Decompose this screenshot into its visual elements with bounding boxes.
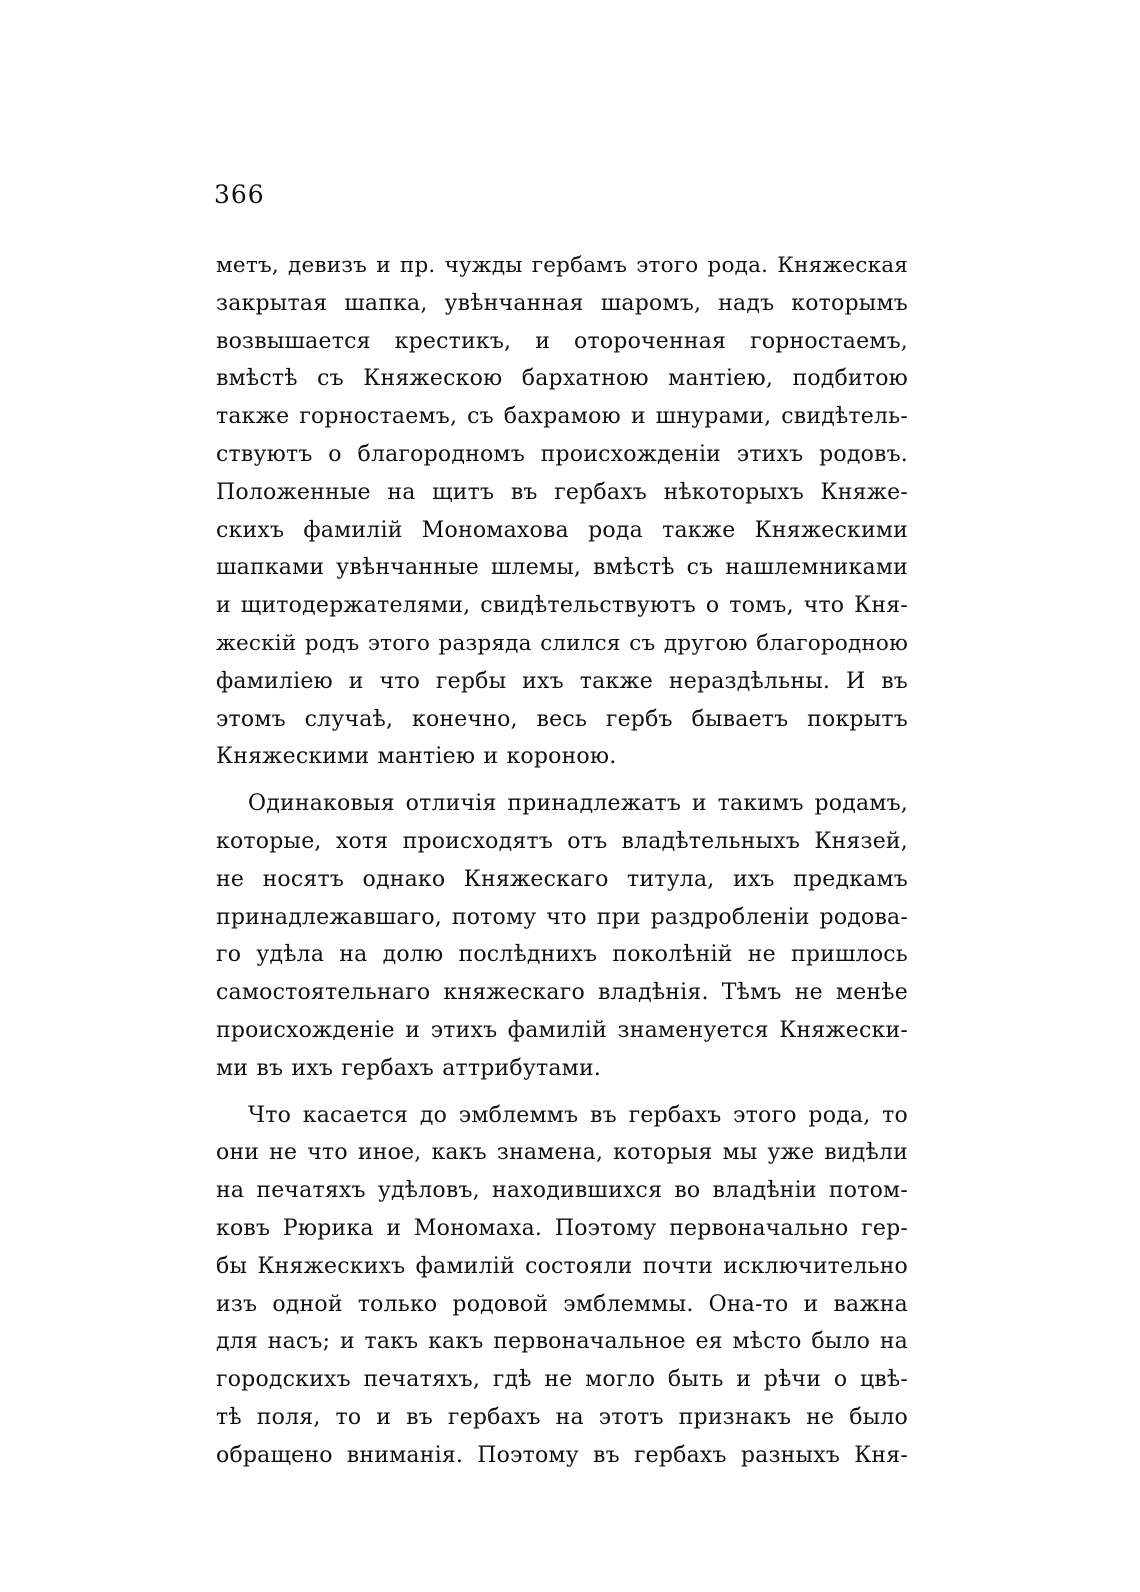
text-line: Одинаковыя отличія принадлежатъ и такимъ родамъ, <box>248 791 908 817</box>
text-line: которые, хотя происходятъ отъ владѣтельныхъ Князей, <box>216 828 908 854</box>
text-line: возвышается крестикъ, и отороченная горностаемъ, <box>216 328 908 354</box>
text-line: этомъ случаѣ, конечно, весь гербъ бываетъ покрытъ <box>216 706 908 732</box>
text-line: тѣ поля, то и въ гербахъ на этотъ признакъ не было <box>216 1404 908 1430</box>
text-line: они не что иное, какъ знамена, которыя мы уже видѣли <box>216 1140 908 1166</box>
paragraph-3 <box>216 1097 908 1475</box>
text-line: го удѣла на долю послѣднихъ поколѣній не пришлось <box>216 942 908 968</box>
paragraph-1 <box>216 247 908 776</box>
text-line: вмѣстѣ съ Княжескою бархатною мантіею, подбитою <box>216 366 908 392</box>
text-line: происхожденіе и этихъ фамилій знаменуется Княжески- <box>216 1017 908 1043</box>
text-line: также горностаемъ, съ бахрамою и шнурами, свидѣтель- <box>216 404 908 430</box>
text-line: самостоятельнаго княжескаго владѣнія. Тѣмъ не менѣе <box>216 980 908 1006</box>
text-line: принадлежавшаго, потому что при раздробленіи родова- <box>216 904 908 930</box>
text-line: ствуютъ о благородномъ происхожденіи этихъ родовъ. <box>216 441 908 467</box>
text-line: для насъ; и такъ какъ первоначальное ея мѣсто было на <box>216 1329 908 1355</box>
text-line: Положенные на щитъ въ гербахъ нѣкоторыхъ Княже- <box>216 479 908 505</box>
text-line: фамиліею и что гербы ихъ также нераздѣльны. И въ <box>216 668 908 694</box>
text-line: ми въ ихъ гербахъ аттрибутами. <box>216 1055 602 1081</box>
text-line: Что касается до эмблеммъ въ гербахъ этого рода, то <box>248 1102 908 1128</box>
text-line: ковъ Рюрика и Мономаха. Поэтому первоначально гер- <box>216 1215 908 1241</box>
text-line: скихъ фамилій Мономахова рода также Княжескими <box>216 517 908 543</box>
text-line: обращено вниманія. Поэтому въ гербахъ разныхъ Кня- <box>216 1442 908 1468</box>
body-text <box>216 247 908 1475</box>
text-line: жескій родъ этого разряда слился съ другою благородною <box>216 630 908 656</box>
page-number: 366 <box>214 180 265 209</box>
text-line: закрытая шапка, увѣнчанная шаромъ, надъ которымъ <box>216 290 908 316</box>
text-line: на печатяхъ удѣловъ, находившихся во владѣніи потом- <box>216 1178 908 1204</box>
text-line: метъ, девизъ и пр. чужды гербамъ этого рода. Княжеская <box>216 253 908 278</box>
text-line: городскихъ печатяхъ, гдѣ не могло быть и рѣчи о цвѣ- <box>216 1367 908 1393</box>
text-line: изъ одной только родовой эмблеммы. Она-то и важна <box>216 1291 908 1317</box>
text-line: шапками увѣнчанные шлемы, вмѣстѣ съ нашлемниками <box>216 555 908 581</box>
paragraph-2 <box>216 785 908 1087</box>
text-line: Княжескими мантіею и короною. <box>216 744 617 770</box>
text-line: и щитодержателями, свидѣтельствуютъ о томъ, что Кня- <box>216 593 908 619</box>
text-line: бы Княжескихъ фамилій состояли почти исключительно <box>216 1253 908 1279</box>
text-line: не носятъ однако Княжескаго титула, ихъ предкамъ <box>216 866 908 892</box>
